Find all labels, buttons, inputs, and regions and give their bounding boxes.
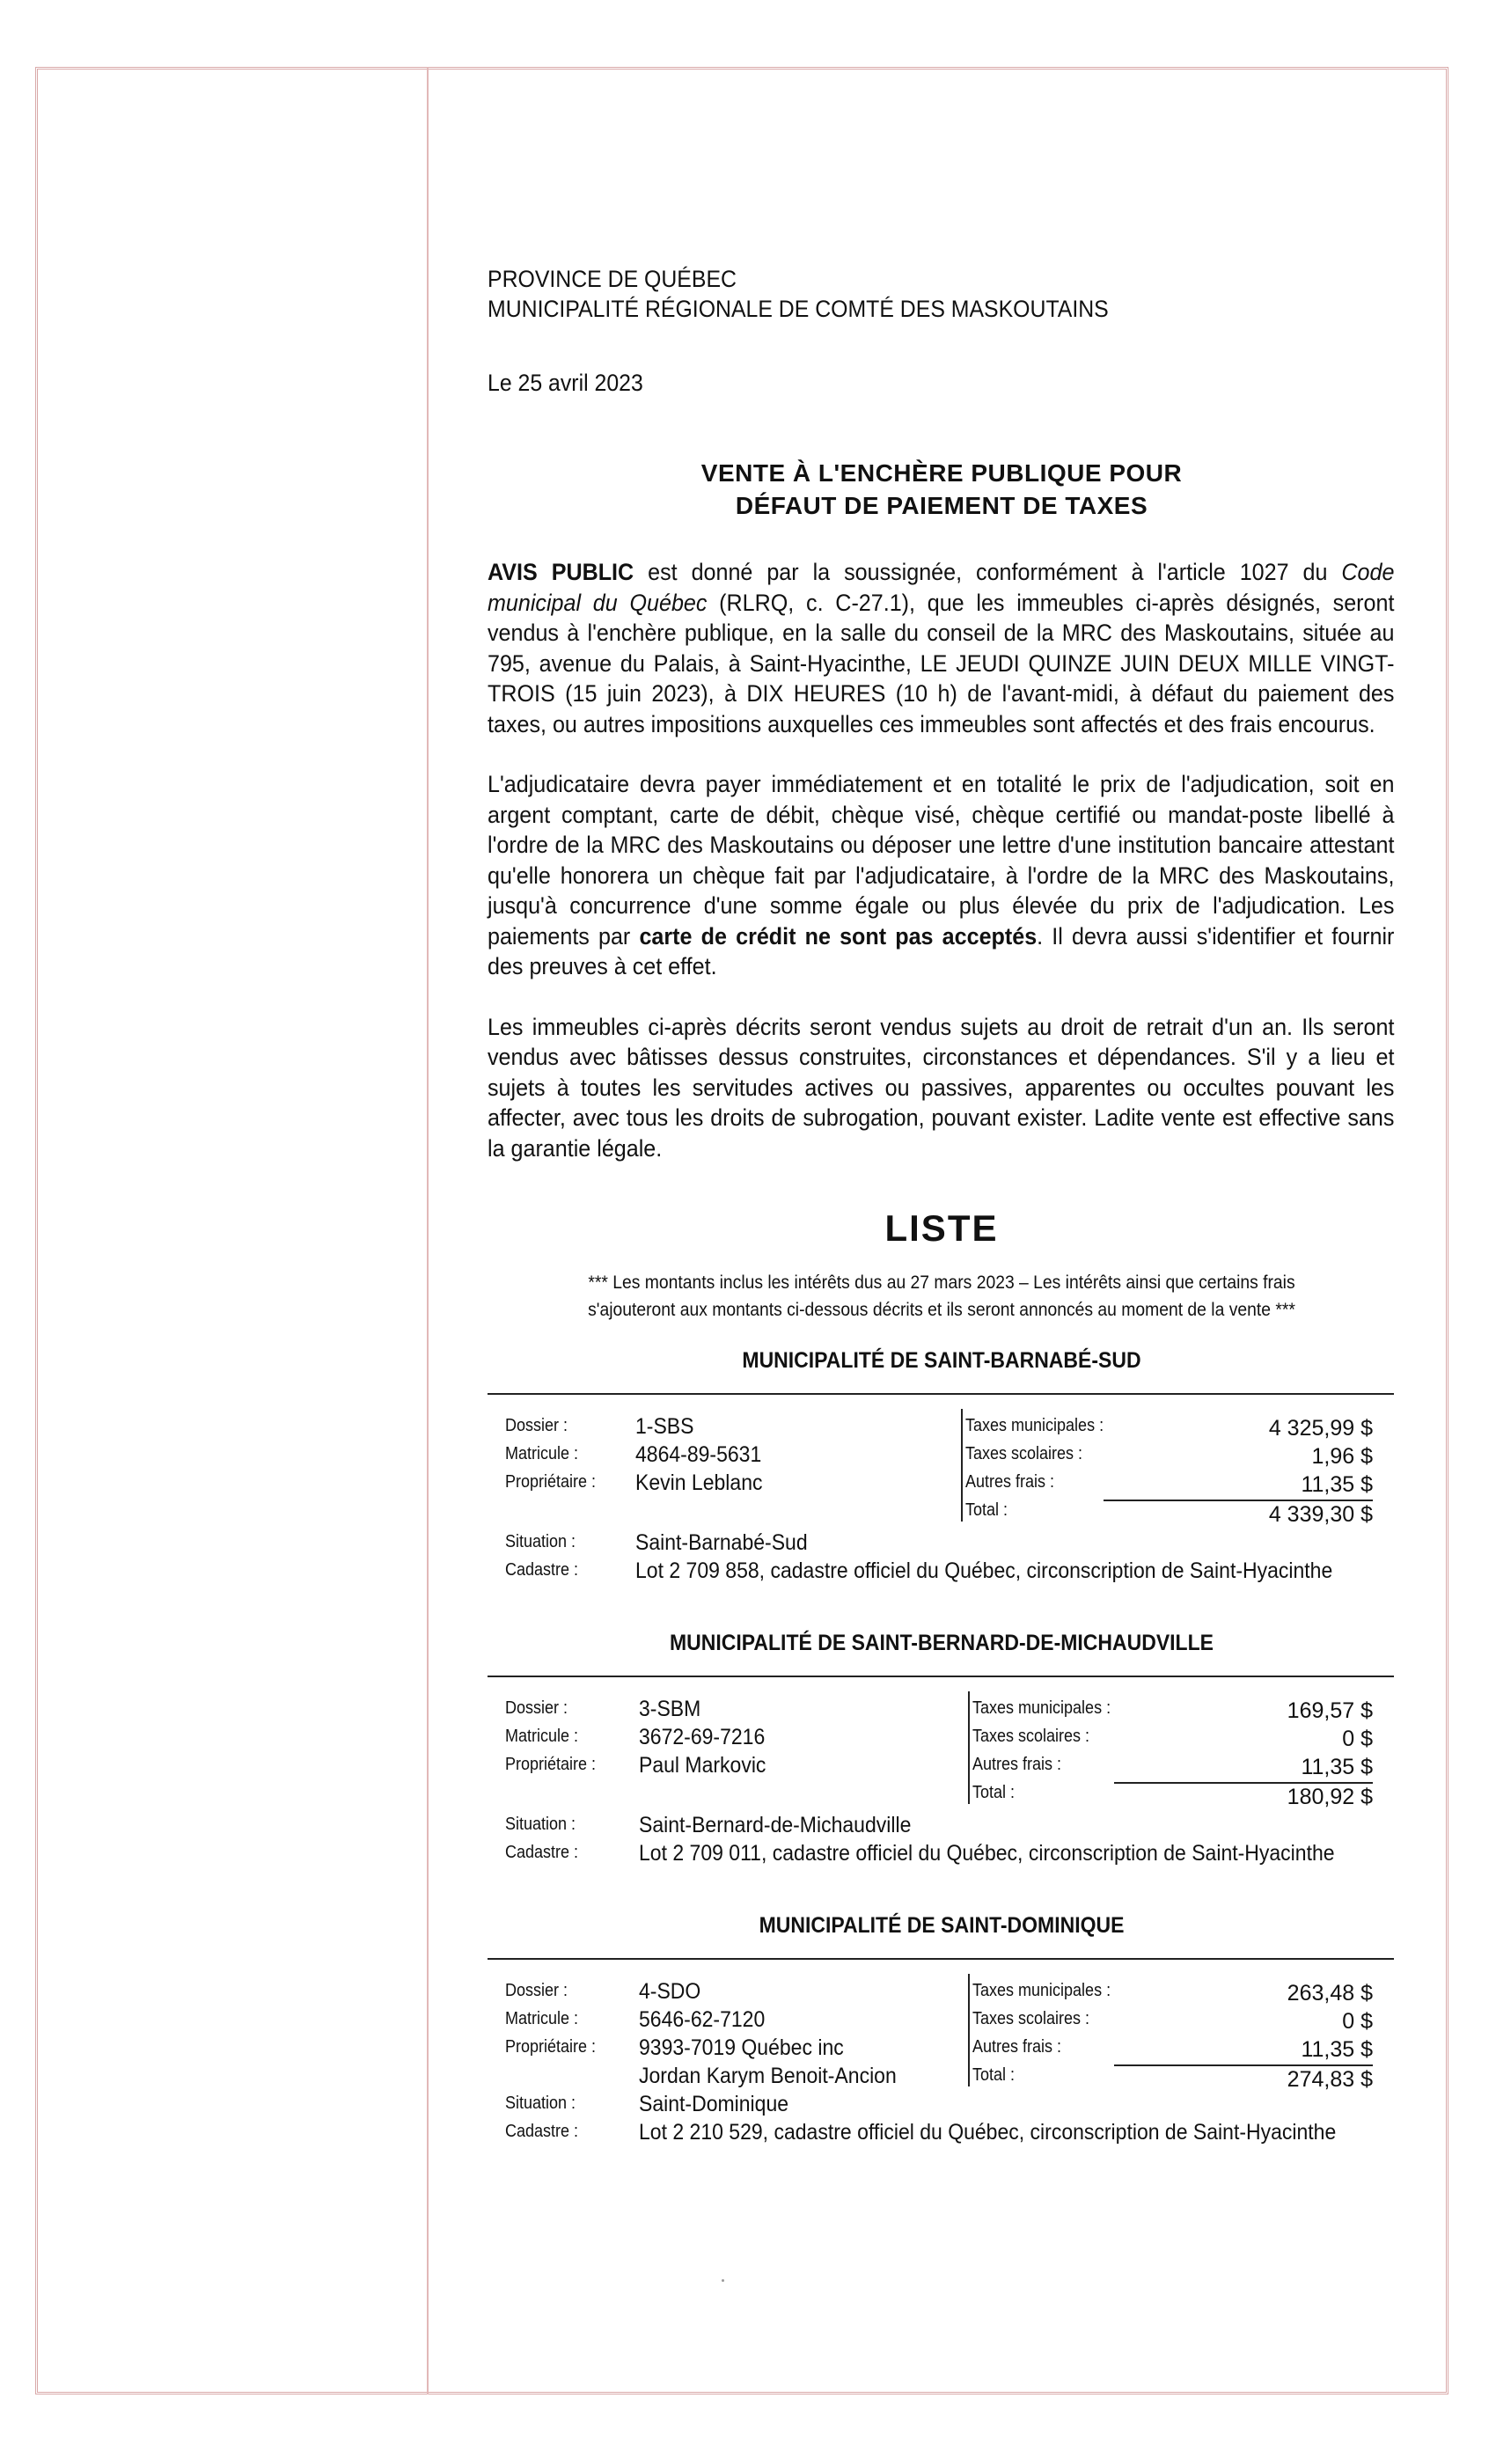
taxes-municipales-label: Taxes municipales :: [965, 1416, 1104, 1435]
divider: [488, 1958, 1394, 1960]
paragraph-text: (RLRQ, c. C-27.1), que les immeubles ci-après désignés, seront vendus à l'enchère publique, en la salle du conseil de la MRC des Maskoutains, située au 795, avenue du Palais, à Saint-Hyacinthe, LE JEUDI QUINZE JUIN DEUX MILLE VINGT-TROIS (15 juin 2023), à DIX HEURES (10 h) de l'avant-midi, à défaut du paiement des taxes, ou autres impositions auxquelles ces immeubles sont affectés et des frais encourus.: [488, 589, 1395, 737]
header-province: PROVINCE DE QUÉBEC: [488, 266, 737, 292]
proprietaire-label: Propriétaire :: [505, 1755, 597, 1774]
cadastre-value: Lot 2 210 529, cadastre officiel du Québec, circonscription de Saint-Hyacinthe: [639, 2120, 1337, 2145]
cadastre-label: Cadastre :: [505, 1560, 579, 1580]
paragraph-conditions: Les immeubles ci-après décrits seront vendus sujets au droit de retrait d'un an. Ils seront vendus avec bâtisses dessus construites, circonstances et dépendances. S'il y a lieu et sujets à toutes les servitudes actives ou passives, apparentes ou occultes pouvant les affecter, avec tous les droits de subrogation, pouvant exister. Ladite vente est effective sans la garantie légale.: [488, 1013, 1395, 1162]
property-block: [488, 1676, 1396, 1888]
dossier-label: Dossier :: [505, 1981, 568, 2000]
proprietaire-value: 9393-7019 Québec inc: [639, 2035, 844, 2060]
matricule-value: 4864-89-5631: [635, 1442, 762, 1467]
total-label: Total :: [965, 1500, 1008, 1520]
title-line-2: DÉFAUT DE PAIEMENT DE TAXES: [735, 492, 1148, 519]
header-mrc: MUNICIPALITÉ RÉGIONALE DE COMTÉ DES MASKOUTAINS: [488, 296, 1109, 322]
property-block: [488, 1393, 1396, 1606]
total-rule: [1114, 1782, 1373, 1784]
taxes-municipales-label: Taxes municipales :: [972, 1698, 1111, 1718]
title-line-1: VENTE À L'ENCHÈRE PUBLIQUE POUR: [700, 459, 1183, 487]
proprietaire-label: Propriétaire :: [505, 2037, 597, 2057]
interest-note: [524, 1269, 1359, 1324]
taxes-scolaires-amount: 0 $: [1342, 1727, 1373, 1751]
autres-frais-label: Autres frais :: [972, 1755, 1062, 1774]
proprietaire-value: Kevin Leblanc: [635, 1470, 763, 1495]
situation-value: Saint-Bernard-de-Michaudville: [639, 1813, 912, 1837]
matricule-label: Matricule :: [505, 1444, 579, 1463]
autres-frais-amount: 11,35 $: [1301, 2037, 1373, 2062]
paragraph-payment: [488, 769, 1394, 982]
taxes-scolaires-amount: 1,96 $: [1311, 1444, 1373, 1469]
autres-frais-amount: 11,35 $: [1301, 1472, 1373, 1497]
cadastre-label: Cadastre :: [505, 2122, 579, 2141]
autres-frais-label: Autres frais :: [965, 1472, 1055, 1492]
situation-label: Situation :: [505, 1532, 576, 1551]
dossier-value: 4-SDO: [639, 1979, 701, 2004]
cadastre-value: Lot 2 709 011, cadastre officiel du Québec, circonscription de Saint-Hyacinthe: [639, 1841, 1335, 1866]
divider: [488, 1676, 1394, 1677]
cadastre-value: Lot 2 709 858, cadastre officiel du Québec, circonscription de Saint-Hyacinthe: [635, 1558, 1333, 1583]
taxes-municipales-amount: 169,57 $: [1287, 1698, 1373, 1723]
proprietaire-label: Propriétaire :: [505, 1472, 597, 1492]
dossier-value: 1-SBS: [635, 1414, 694, 1439]
municipality-title: MUNICIPALITÉ DE SAINT-BERNARD-DE-MICHAUDVILLE: [669, 1631, 1214, 1655]
situation-label: Situation :: [505, 2094, 576, 2113]
autres-frais-amount: 11,35 $: [1301, 1755, 1373, 1779]
paragraph-text: est donné par la soussignée, conformément à l'article 1027 du: [634, 559, 1342, 585]
total-rule: [1114, 2064, 1373, 2066]
paragraph-text: L'adjudicataire devra payer immédiatement et en totalité le prix de l'adjudication, soit en argent comptant, carte de débit, chèque visé, chèque certifié ou mandat-poste libellé à l'ordre de la MRC des Maskoutains ou déposer une lettre d'une institution bancaire attestant qu'elle honorera un chèque fait par l'adjudicataire, à l'ordre de la MRC des Maskoutains, jusqu'à concurrence d'une somme égale ou plus élevée du prix de l'adjudication. Les paiements par: [488, 771, 1395, 950]
paragraph-text: . Il devra aussi s'identifier et fournir des preuves à cet effet.: [488, 922, 1395, 979]
taxes-scolaires-amount: 0 $: [1342, 2009, 1373, 2034]
note-line-1: *** Les montants inclus les intérêts dus au 27 mars 2023 – Les intérêts ainsi que certains frais: [588, 1272, 1295, 1293]
credit-card-note: carte de crédit ne sont pas acceptés: [639, 922, 1038, 950]
avis-public-label: AVIS PUBLIC: [488, 559, 634, 585]
paragraph-avis-public: [488, 557, 1394, 739]
scan-speck: [722, 2279, 724, 2282]
column-divider: [961, 1409, 963, 1522]
code-reference: Code municipal du Québec: [488, 559, 1395, 616]
total-label: Total :: [972, 1783, 1016, 1802]
dossier-label: Dossier :: [505, 1698, 568, 1718]
divider: [488, 1393, 1394, 1395]
column-divider: [968, 1974, 970, 2086]
total-rule: [1104, 1500, 1373, 1501]
matricule-value: 3672-69-7216: [639, 1725, 766, 1749]
dossier-label: Dossier :: [505, 1416, 568, 1435]
matricule-label: Matricule :: [505, 2009, 579, 2028]
taxes-scolaires-label: Taxes scolaires :: [972, 1727, 1090, 1746]
taxes-scolaires-label: Taxes scolaires :: [972, 2009, 1090, 2028]
municipality-title: MUNICIPALITÉ DE SAINT-DOMINIQUE: [759, 1913, 1125, 1938]
situation-value: Saint-Dominique: [639, 2092, 789, 2116]
dossier-value: 3-SBM: [639, 1697, 701, 1721]
total-amount: 274,83 $: [1287, 2067, 1373, 2092]
notice-date: Le 25 avril 2023: [488, 370, 643, 396]
notice-document: [488, 264, 1396, 2187]
notice-title: [488, 457, 1396, 522]
margin-line: [427, 67, 429, 2394]
municipality-title: MUNICIPALITÉ DE SAINT-BARNABÉ-SUD: [742, 1348, 1141, 1373]
proprietaire-value-2: Jordan Karym Benoit-Ancion: [639, 2064, 897, 2088]
matricule-label: Matricule :: [505, 1727, 579, 1746]
cadastre-label: Cadastre :: [505, 1843, 579, 1862]
note-line-2: s'ajouteront aux montants ci-dessous décrits et ils seront annoncés au moment de la vente ***: [588, 1300, 1295, 1320]
situation-label: Situation :: [505, 1815, 576, 1834]
autres-frais-label: Autres frais :: [972, 2037, 1062, 2057]
taxes-scolaires-label: Taxes scolaires :: [965, 1444, 1083, 1463]
situation-value: Saint-Barnabé-Sud: [635, 1530, 808, 1555]
taxes-municipales-label: Taxes municipales :: [972, 1981, 1111, 2000]
column-divider: [968, 1691, 970, 1804]
liste-title: LISTE: [884, 1207, 999, 1249]
matricule-value: 5646-62-7120: [639, 2007, 766, 2032]
total-label: Total :: [972, 2065, 1016, 2085]
taxes-municipales-amount: 263,48 $: [1287, 1981, 1373, 2006]
total-amount: 4 339,30 $: [1268, 1502, 1373, 1527]
proprietaire-value: Paul Markovic: [639, 1753, 766, 1778]
property-block: [488, 1958, 1396, 2187]
total-amount: 180,92 $: [1287, 1785, 1373, 1809]
taxes-municipales-amount: 4 325,99 $: [1268, 1416, 1373, 1441]
